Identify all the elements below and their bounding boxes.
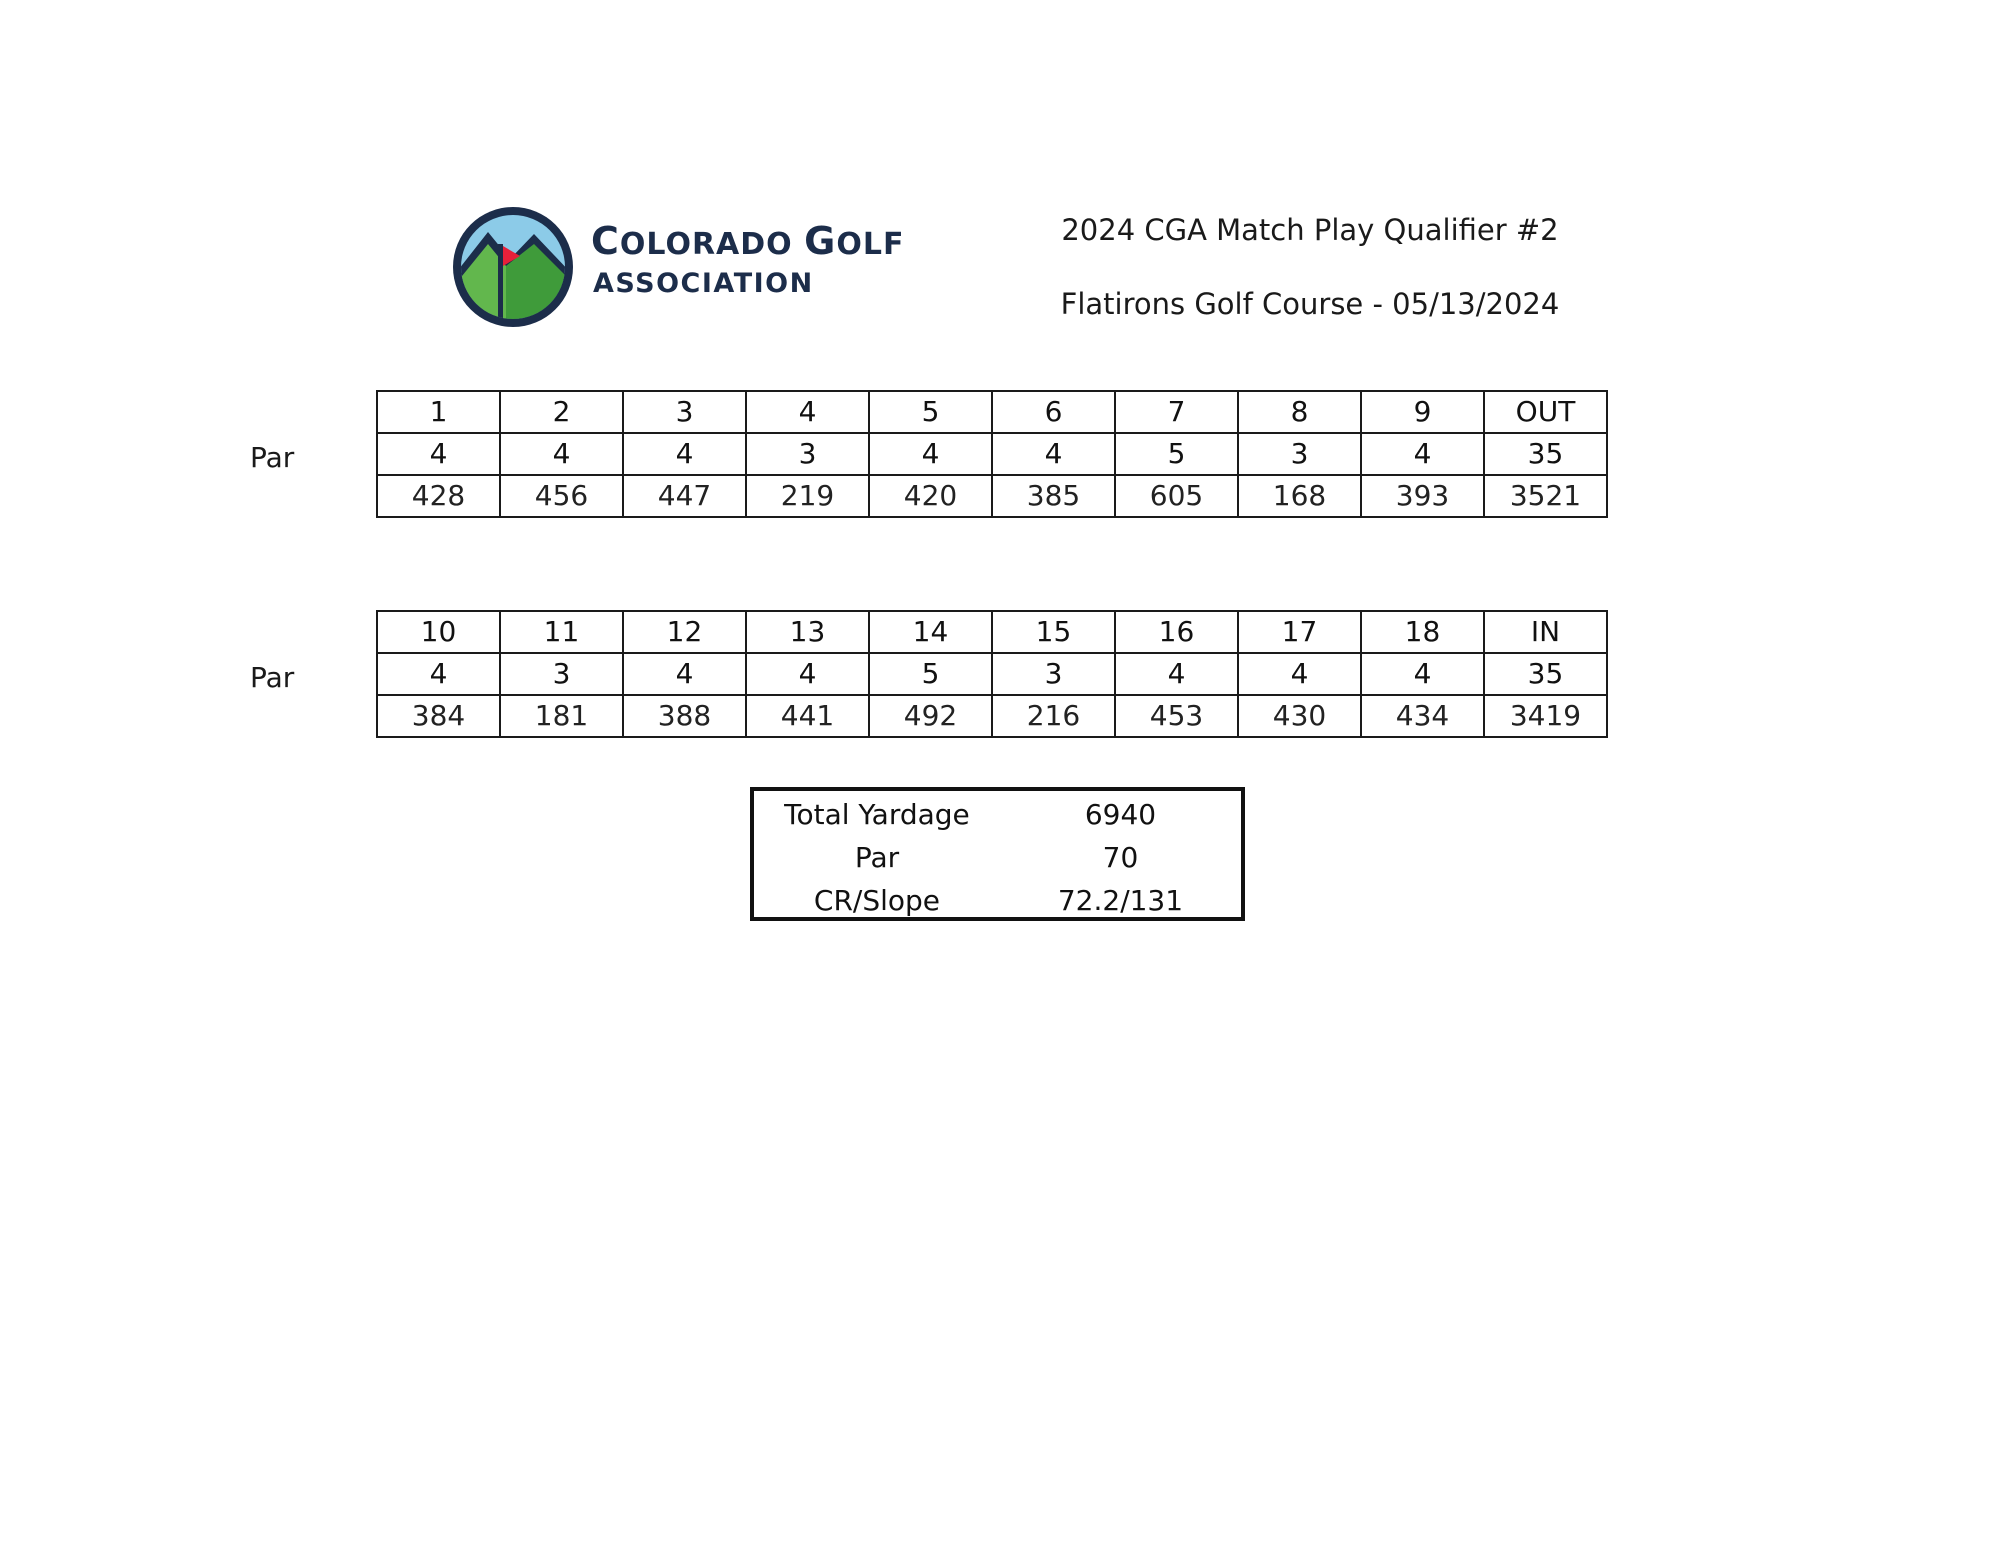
yardage-cell: 168 [1238, 475, 1361, 517]
front-nine-par-label: Par [250, 441, 295, 474]
yardage-cell: 428 [377, 475, 500, 517]
hole-number-cell: 14 [869, 611, 992, 653]
in-yardage-cell: 3419 [1484, 695, 1607, 737]
par-cell: 4 [1361, 433, 1484, 475]
summary-label: Par [854, 841, 900, 874]
yardage-cell: 453 [1115, 695, 1238, 737]
par-cell: 3 [992, 653, 1115, 695]
front-nine-par-row [377, 433, 1607, 475]
hole-number-cell: 1 [377, 391, 500, 433]
yardage-cell: 384 [377, 695, 500, 737]
par-cell: 4 [992, 433, 1115, 475]
hole-number-cell: 9 [1361, 391, 1484, 433]
par-cell: 4 [623, 653, 746, 695]
logo-wordmark-line2: ASSOCIATION [593, 268, 814, 299]
hole-number-cell: 16 [1115, 611, 1238, 653]
event-title: 2024 CGA Match Play Qualifier #2 [1061, 213, 1559, 247]
summary-value: 6940 [1084, 798, 1157, 831]
par-cell: 4 [500, 433, 623, 475]
summary-row-cr-slope [754, 879, 1241, 922]
hole-number-cell: 6 [992, 391, 1115, 433]
par-cell: 4 [1238, 653, 1361, 695]
par-cell: 5 [1115, 433, 1238, 475]
yardage-cell: 181 [500, 695, 623, 737]
hole-number-cell: 3 [623, 391, 746, 433]
par-cell: 4 [1361, 653, 1484, 695]
yardage-cell: 388 [623, 695, 746, 737]
back-nine-table [376, 610, 1608, 738]
yardage-cell: 447 [623, 475, 746, 517]
summary-row-total-yardage [754, 793, 1241, 836]
hole-number-cell: 18 [1361, 611, 1484, 653]
par-cell: 4 [377, 433, 500, 475]
hole-number-cell: 13 [746, 611, 869, 653]
par-cell: 4 [869, 433, 992, 475]
back-nine-yardage-row [377, 695, 1607, 737]
yardage-cell: 393 [1361, 475, 1484, 517]
par-cell: 4 [377, 653, 500, 695]
par-cell: 4 [1115, 653, 1238, 695]
yardage-cell: 385 [992, 475, 1115, 517]
yardage-cell: 441 [746, 695, 869, 737]
yardage-cell: 430 [1238, 695, 1361, 737]
back-nine-par-row [377, 653, 1607, 695]
hole-number-cell: 8 [1238, 391, 1361, 433]
summary-label: Total Yardage [784, 798, 970, 831]
yardage-cell: 492 [869, 695, 992, 737]
cga-logo [450, 204, 950, 330]
course-summary-box [750, 787, 1245, 921]
hole-number-cell: 5 [869, 391, 992, 433]
in-header-cell: IN [1484, 611, 1607, 653]
yardage-cell: 605 [1115, 475, 1238, 517]
summary-row-par [754, 836, 1241, 879]
yardage-cell: 420 [869, 475, 992, 517]
hole-number-cell: 4 [746, 391, 869, 433]
par-cell: 3 [500, 653, 623, 695]
summary-value: 72.2/131 [1057, 884, 1184, 917]
par-cell: 4 [623, 433, 746, 475]
par-cell: 4 [746, 653, 869, 695]
par-cell: 3 [1238, 433, 1361, 475]
summary-label: CR/Slope [813, 884, 941, 917]
yardage-cell: 216 [992, 695, 1115, 737]
front-nine-yardage-row [377, 475, 1607, 517]
out-header-cell: OUT [1484, 391, 1607, 433]
yardage-cell: 219 [746, 475, 869, 517]
hole-number-cell: 17 [1238, 611, 1361, 653]
hole-number-cell: 12 [623, 611, 746, 653]
back-nine-hole-row [377, 611, 1607, 653]
front-nine-hole-row [377, 391, 1607, 433]
out-par-cell: 35 [1484, 433, 1607, 475]
hole-number-cell: 15 [992, 611, 1115, 653]
logo-wordmark-line1: COLORADO GOLF [591, 219, 905, 263]
course-summary-table [754, 793, 1241, 922]
hole-number-cell: 10 [377, 611, 500, 653]
cga-emblem-icon [450, 204, 576, 330]
out-yardage-cell: 3521 [1484, 475, 1607, 517]
hole-number-cell: 7 [1115, 391, 1238, 433]
par-cell: 5 [869, 653, 992, 695]
hole-number-cell: 2 [500, 391, 623, 433]
yardage-cell: 434 [1361, 695, 1484, 737]
yardage-cell: 456 [500, 475, 623, 517]
front-nine-table [376, 390, 1608, 518]
event-subtitle: Flatirons Golf Course - 05/13/2024 [1060, 287, 1560, 321]
hole-number-cell: 11 [500, 611, 623, 653]
back-nine-par-label: Par [250, 661, 295, 694]
summary-value: 70 [1102, 841, 1139, 874]
par-cell: 3 [746, 433, 869, 475]
in-par-cell: 35 [1484, 653, 1607, 695]
